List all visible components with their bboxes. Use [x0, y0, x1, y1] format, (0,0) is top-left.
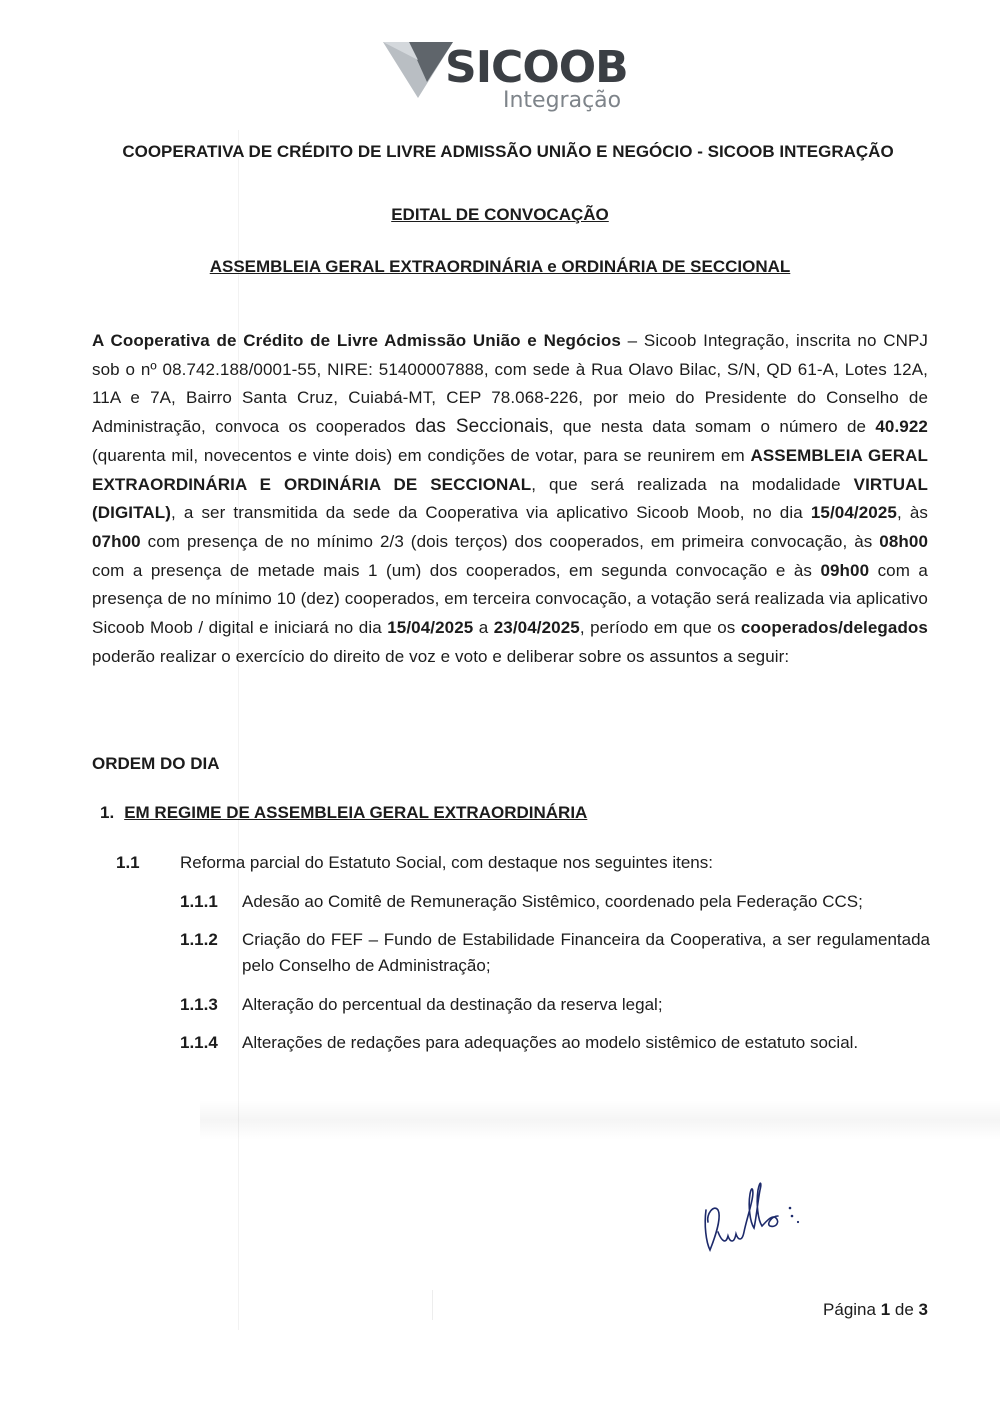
intro-text: , que nesta data somam o número de [548, 417, 876, 437]
assembleia-title-text: ASSEMBLEIA GERAL EXTRAORDINÁRIA e ORDINÁRIA DE SECCIONAL [209, 257, 791, 276]
page-number-label: Página [823, 1300, 881, 1319]
intro-bold: A Cooperativa de Crédito de Livre Admissão União e Negócios [92, 331, 621, 350]
page-total: 3 [918, 1300, 928, 1319]
scan-artifact [238, 130, 239, 1330]
subitem-text: Adesão ao Comitê de Remuneração Sistêmico, coordenado pela Federação CCS; [242, 892, 863, 911]
intro-bold: cooperados/delegados [740, 618, 928, 638]
subitem-1-1-3 [0, 992, 1000, 1020]
intro-text: – Sicoob Integração, inscrita no CNPJ sob o nº 08.742.188/0001-55, NIRE: 51400007888, com sede à Rua Olavo Bilac, S/N, QD 61-A, Lotes 12A, 11A e 7A, Bairro Santa Cruz, Cuiabá-MT, CEP 78.068-226, por meio do Presidente do Conselho de Administração, convoca os cooperados [92, 331, 928, 437]
item-1-1 [0, 850, 1000, 878]
sicoob-triangle-icon [383, 42, 453, 100]
intro-bold: 23/04/2025 [493, 618, 580, 638]
intro-bold: 07h00 [92, 531, 141, 551]
intro-bold: 15/04/2025 [387, 618, 474, 638]
subitem-number: 1.1.1 [180, 892, 218, 911]
intro-bold: 08h00 [879, 531, 928, 551]
sicoob-logo [383, 38, 643, 118]
assembleia-title [0, 257, 1000, 277]
section-1-heading [100, 803, 587, 823]
cooperative-name: COOPERATIVA DE CRÉDITO DE LIVRE ADMISSÃO UNIÃO E NEGÓCIO - SICOOB INTEGRAÇÃO [122, 142, 894, 161]
section-1-title: EM REGIME DE ASSEMBLEIA GERAL EXTRAORDINÁRIA [124, 803, 588, 822]
edital-title [0, 205, 1000, 225]
intro-text: com a presença de metade mais 1 (um) dos cooperados, em segunda convocação e às [92, 560, 821, 580]
intro-text: com a presença de no mínimo 10 (dez) cooperados, em terceira convocação, a votação será realizada via aplicativo Sicoob Moob / digital e iniciará no dia [92, 560, 928, 638]
section-1-number: 1. [100, 803, 115, 822]
subitem-text: Alterações de redações para adequações ao modelo sistêmico de estatuto social. [242, 1033, 859, 1052]
edital-title-text: EDITAL DE CONVOCAÇÃO [391, 205, 609, 224]
intro-bold: 40.922 [875, 417, 928, 437]
intro-bold: ASSEMBLEIA GERAL EXTRAORDINÁRIA E ORDINÁRIA DE SECCIONAL [92, 445, 928, 494]
subitem-number: 1.1.3 [180, 995, 218, 1014]
page-number-separator: de [890, 1300, 919, 1319]
subitem-text: Alteração do percentual da destinação da reserva legal; [242, 995, 663, 1014]
intro-paragraph [92, 327, 928, 671]
subitem-1-1-2 [0, 927, 1000, 983]
page-current: 1 [880, 1300, 891, 1319]
handwritten-signature [700, 1170, 830, 1260]
intro-text: a [473, 618, 494, 638]
logo-subtitle: Integração [503, 88, 622, 113]
subitem-1-1-4 [0, 1030, 1000, 1058]
intro-bold: 15/04/2025 [810, 503, 897, 523]
intro-text: (quarenta mil, novecentos e vinte dois) em condições de votar, para se reunirem em [92, 445, 751, 465]
item-number: 1.1 [116, 853, 140, 872]
intro-text: , período em que os [579, 618, 741, 638]
intro-bold: 09h00 [820, 560, 870, 580]
subitem-number: 1.1.2 [180, 930, 218, 949]
intro-text: , que será realizada na modalidade [531, 474, 854, 494]
intro-text: , às [896, 503, 928, 523]
intro-bold: VIRTUAL (DIGITAL) [92, 474, 928, 523]
intro-text: das Seccionais [415, 416, 549, 438]
item-text: Reforma parcial do Estatuto Social, com destaque nos seguintes itens: [180, 853, 713, 872]
subitem-1-1-1 [0, 889, 1000, 917]
logo-brand: SICOOB [445, 42, 628, 93]
subitem-number: 1.1.4 [180, 1033, 218, 1052]
intro-text: poderão realizar o exercício do direito de voz e voto e deliberar sobre os assuntos a seguir: [92, 646, 790, 666]
intro-text: , a ser transmitida da sede da Cooperativa via aplicativo Sicoob Moob, no dia [170, 503, 811, 523]
intro-text: com presença de no mínimo 2/3 (dois terços) dos cooperados, em primeira convocação, às [140, 531, 880, 551]
scan-artifact [200, 1100, 1000, 1140]
ordem-do-dia-title: ORDEM DO DIA [92, 754, 220, 773]
subitem-text: Criação do FEF – Fundo de Estabilidade Financeira da Cooperativa, a ser regulamentada pelo Conselho de Administração; [242, 930, 930, 975]
page-number [823, 1300, 928, 1320]
scan-artifact [432, 1290, 433, 1320]
